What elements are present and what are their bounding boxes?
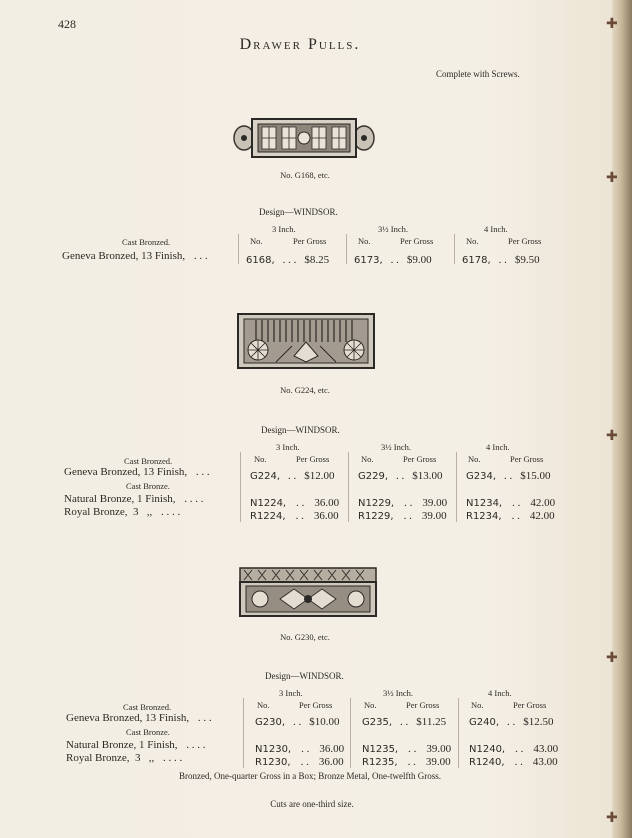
binding-tack-icon: ✚ <box>606 17 618 32</box>
item-6168: 6168, . . . $8.25 <box>246 254 330 266</box>
item-r1229: R1229, . . 39.00 <box>358 510 447 522</box>
binding-tack-icon: ✚ <box>606 171 618 186</box>
item-g230: G230, . . $10.00 <box>255 716 340 728</box>
col-no-2c: No. <box>468 454 481 464</box>
col-no-3a: No. <box>257 700 270 710</box>
group-label-cast-bronzed-2: Cast Bronzed. <box>124 456 173 466</box>
row-royal-bronze-3: Royal Bronze, 3 ,, . . . . <box>66 752 183 764</box>
item-n1224: N1224, . . 36.00 <box>250 497 340 509</box>
item-g235: G235, . . $11.25 <box>362 716 447 728</box>
drawer-pull-g224-illustration <box>236 312 376 370</box>
size-4in-3: 4 Inch. <box>488 688 512 698</box>
col-no-1c: No. <box>466 236 479 246</box>
item-6178: 6178, . . $9.50 <box>462 254 540 266</box>
row-royal-bronze-2: Royal Bronze, 3 ,, . . . . <box>64 506 181 518</box>
design-label-3: Design—WINDSOR. <box>265 671 344 681</box>
book-binding <box>612 0 632 838</box>
col-price-2c: Per Gross <box>510 454 544 464</box>
size-4in-2: 4 Inch. <box>486 442 510 452</box>
item-n1234: N1234, . . 42.00 <box>466 497 556 509</box>
size-3-5in-1: 3½ Inch. <box>378 224 408 234</box>
row-natural-bronze-3: Natural Bronze, 1 Finish, . . . . <box>66 739 206 751</box>
group-label-cast-bronze-2: Cast Bronze. <box>126 481 170 491</box>
item-6173: 6173, . . $9.00 <box>354 254 432 266</box>
col-no-1a: No. <box>250 236 263 246</box>
row-geneva-bronzed-1: Geneva Bronzed, 13 Finish, . . . <box>62 250 208 262</box>
size-3in-3: 3 Inch. <box>279 688 303 698</box>
size-4in-1: 4 Inch. <box>484 224 508 234</box>
item-n1229: N1229, . . 39.00 <box>358 497 448 509</box>
item-r1235: R1235, . . 39.00 <box>362 756 451 768</box>
caption-g168: No. G168, etc. <box>280 170 330 180</box>
item-r1240: R1240, . . 43.00 <box>469 756 558 768</box>
col-no-3c: No. <box>471 700 484 710</box>
drawer-pull-g230-illustration <box>238 566 378 618</box>
size-3in-2: 3 Inch. <box>276 442 300 452</box>
item-g234: G234, . . $15.00 <box>466 470 551 482</box>
design-label-1: Design—WINDSOR. <box>259 207 338 217</box>
group-label-cast-bronzed-1: Cast Bronzed. <box>122 237 171 247</box>
group-label-cast-bronzed-3: Cast Bronzed. <box>123 702 172 712</box>
row-natural-bronze-2: Natural Bronze, 1 Finish, . . . . <box>64 493 204 505</box>
drawer-pull-g168-illustration <box>232 115 376 161</box>
row-geneva-bronzed-3: Geneva Bronzed, 13 Finish, . . . <box>66 712 212 724</box>
item-g229: G229, . . $13.00 <box>358 470 443 482</box>
item-g224: G224, . . $12.00 <box>250 470 335 482</box>
col-no-3b: No. <box>364 700 377 710</box>
col-price-3a: Per Gross <box>299 700 333 710</box>
col-price-1a: Per Gross <box>293 236 327 246</box>
col-no-1b: No. <box>358 236 371 246</box>
screws-note: Complete with Screws. <box>436 69 520 79</box>
row-geneva-bronzed-2: Geneva Bronzed, 13 Finish, . . . <box>64 466 210 478</box>
page-title: Drawer Pulls. <box>239 36 361 53</box>
binding-tack-icon: ✚ <box>606 429 618 444</box>
size-3-5in-2: 3½ Inch. <box>381 442 411 452</box>
col-price-1b: Per Gross <box>400 236 434 246</box>
col-no-2a: No. <box>254 454 267 464</box>
item-r1234: R1234, . . 42.00 <box>466 510 555 522</box>
size-3in-1: 3 Inch. <box>272 224 296 234</box>
binding-tack-icon: ✚ <box>606 651 618 666</box>
group-label-cast-bronze-3: Cast Bronze. <box>126 727 170 737</box>
col-price-3c: Per Gross <box>513 700 547 710</box>
col-price-1c: Per Gross <box>508 236 542 246</box>
item-g240: G240, . . $12.50 <box>469 716 554 728</box>
col-price-3b: Per Gross <box>406 700 440 710</box>
scale-note: Cuts are one-third size. <box>270 799 354 809</box>
design-label-2: Design—WINDSOR. <box>261 425 340 435</box>
page-number: 428 <box>58 17 76 31</box>
item-r1224: R1224, . . 36.00 <box>250 510 339 522</box>
col-price-2a: Per Gross <box>296 454 330 464</box>
binding-tack-icon: ✚ <box>606 811 618 826</box>
item-r1230: R1230, . . 36.00 <box>255 756 344 768</box>
caption-g230: No. G230, etc. <box>280 632 330 642</box>
packing-note: Bronzed, One-quarter Gross in a Box; Bronze Metal, One-twelfth Gross. <box>179 771 441 781</box>
caption-g224: No. G224, etc. <box>280 385 330 395</box>
col-no-2b: No. <box>361 454 374 464</box>
item-n1230: N1230, . . 36.00 <box>255 743 345 755</box>
col-price-2b: Per Gross <box>403 454 437 464</box>
size-3-5in-3: 3½ Inch. <box>383 688 413 698</box>
item-n1240: N1240, . . 43.00 <box>469 743 559 755</box>
item-n1235: N1235, . . 39.00 <box>362 743 452 755</box>
